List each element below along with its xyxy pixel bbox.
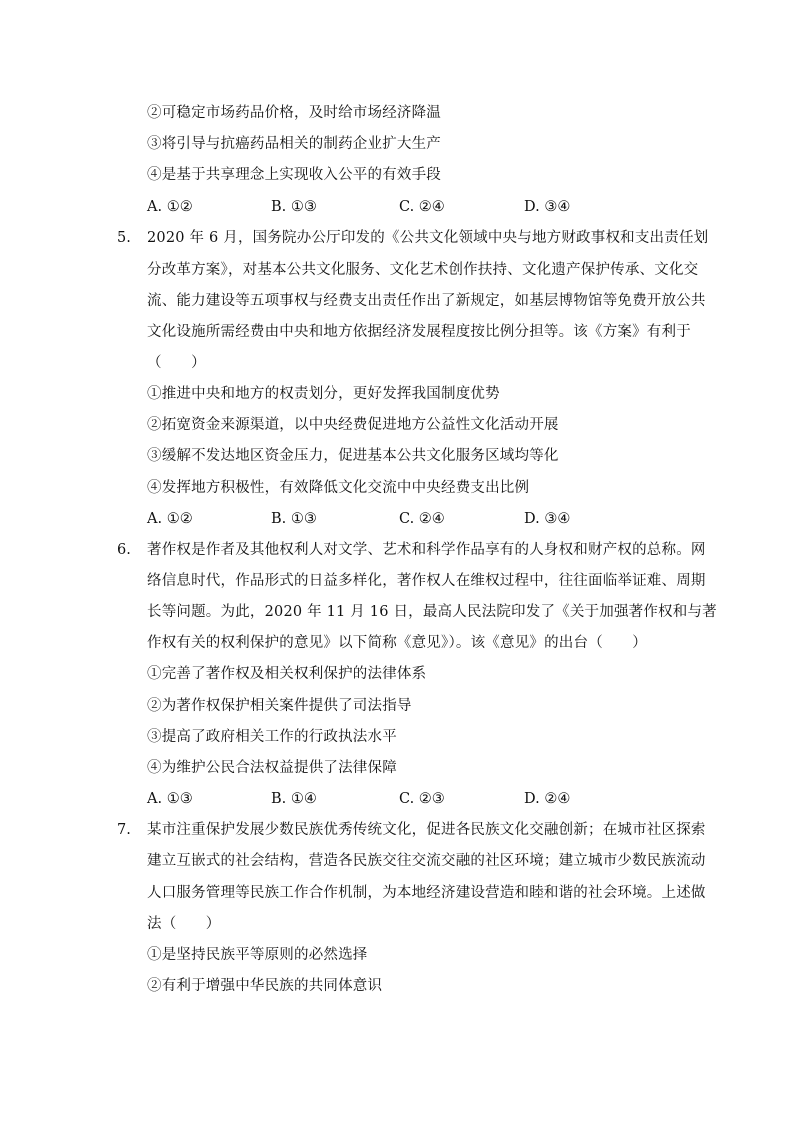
q5-stem-line-4: 文化设施所需经费由中央和地方依据经济发展程度按比例分担等。该《方案》有利于 — [147, 324, 691, 340]
q5-option-2: ②拓宽资金来源渠道，以中央经费促进地方公益性文化活动开展 — [147, 417, 559, 433]
q6-option-2: ②为著作权保护相关案件提供了司法指导 — [147, 698, 412, 714]
q5-stem-line-5: （ ） — [147, 355, 206, 371]
q5-choices — [147, 509, 667, 529]
q6-stem-line-2: 络信息时代，作品形式的日益多样化，著作权人在维权过程中，往往面临举证难、周期 — [147, 573, 706, 589]
q7-stem-line-1: 某市注重保护发展少数民族优秀传统文化，促进各民族文化交融创新；在城市社区探索 — [147, 822, 706, 838]
q4-option-3: ③将引导与抗癌药品相关的制药企业扩大生产 — [147, 136, 441, 152]
q6-choice-b: B. ①④ — [271, 791, 317, 807]
q6-choice-a: A. ①③ — [147, 791, 193, 807]
q7-number: 7. — [117, 822, 131, 838]
q4-choice-c: C. ②④ — [399, 199, 445, 215]
q6-option-1: ①完善了著作权及相关权利保护的法律体系 — [147, 666, 427, 682]
q6-choice-c: C. ②③ — [399, 791, 445, 807]
q5-choice-d: D. ③④ — [524, 511, 571, 527]
q6-stem-line-3: 长等问题。为此，2020 年 11 月 16 日，最高人民法院印发了《关于加强著作权和与著 — [147, 604, 717, 620]
q4-choice-d: D. ③④ — [524, 199, 571, 215]
q5-option-3: ③缓解不发达地区资金压力，促进基本公共文化服务区域均等化 — [147, 448, 559, 464]
q7-stem-line-3: 人口服务管理等民族工作合作机制，为本地经济建设营造和睦和谐的社会环境。上述做 — [147, 885, 706, 901]
q6-choices — [147, 789, 667, 809]
q7-stem-line-4: 法（ ） — [147, 916, 221, 932]
q6-number: 6. — [117, 542, 131, 558]
q5-choice-c: C. ②④ — [399, 511, 445, 527]
q5-number: 5. — [117, 230, 131, 246]
q4-choice-a: A. ①② — [147, 199, 193, 215]
q4-choice-b: B. ①③ — [271, 199, 317, 215]
q5-stem-line-2: 分改革方案》，对基本公共文化服务、文化艺术创作扶持、文化遗产保护传承、文化交 — [147, 262, 699, 278]
q5-choice-b: B. ①③ — [271, 511, 317, 527]
q5-stem-line-1: 2020 年 6 月，国务院办公厅印发的《公共文化领域中央与地方财政事权和支出责任划 — [147, 230, 709, 246]
q6-option-4: ④为维护公民合法权益提供了法律保障 — [147, 760, 397, 776]
q5-option-1: ①推进中央和地方的权责划分，更好发挥我国制度优势 — [147, 386, 500, 402]
q4-option-2: ②可稳定市场药品价格，及时给市场经济降温 — [147, 105, 441, 121]
q4-choices — [147, 197, 667, 217]
q6-stem-line-4: 作权有关的权利保护的意见》以下简称《意见》）。该《意见》的出台（ ） — [147, 635, 647, 651]
q4-option-4: ④是基于共享理念上实现收入公平的有效手段 — [147, 167, 441, 183]
q7-option-1: ①是坚持民族平等原则的必然选择 — [147, 947, 368, 963]
q5-option-4: ④发挥地方积极性，有效降低文化交流中中央经费支出比例 — [147, 480, 530, 496]
q5-stem-line-3: 流、能力建设等五项事权与经费支出责任作出了新规定，如基层博物馆等免费开放公共 — [147, 293, 706, 309]
q7-option-2: ②有利于增强中华民族的共同体意识 — [147, 978, 383, 994]
q6-choice-d: D. ②④ — [524, 791, 571, 807]
q6-stem-line-1: 著作权是作者及其他权利人对文学、艺术和科学作品享有的人身权和财产权的总称。网 — [147, 542, 706, 558]
q7-stem-line-2: 建立互嵌式的社会结构，营造各民族交往交流交融的社区环境；建立城市少数民族流动 — [147, 853, 706, 869]
q6-option-3: ③提高了政府相关工作的行政执法水平 — [147, 729, 397, 745]
q5-choice-a: A. ①② — [147, 511, 193, 527]
